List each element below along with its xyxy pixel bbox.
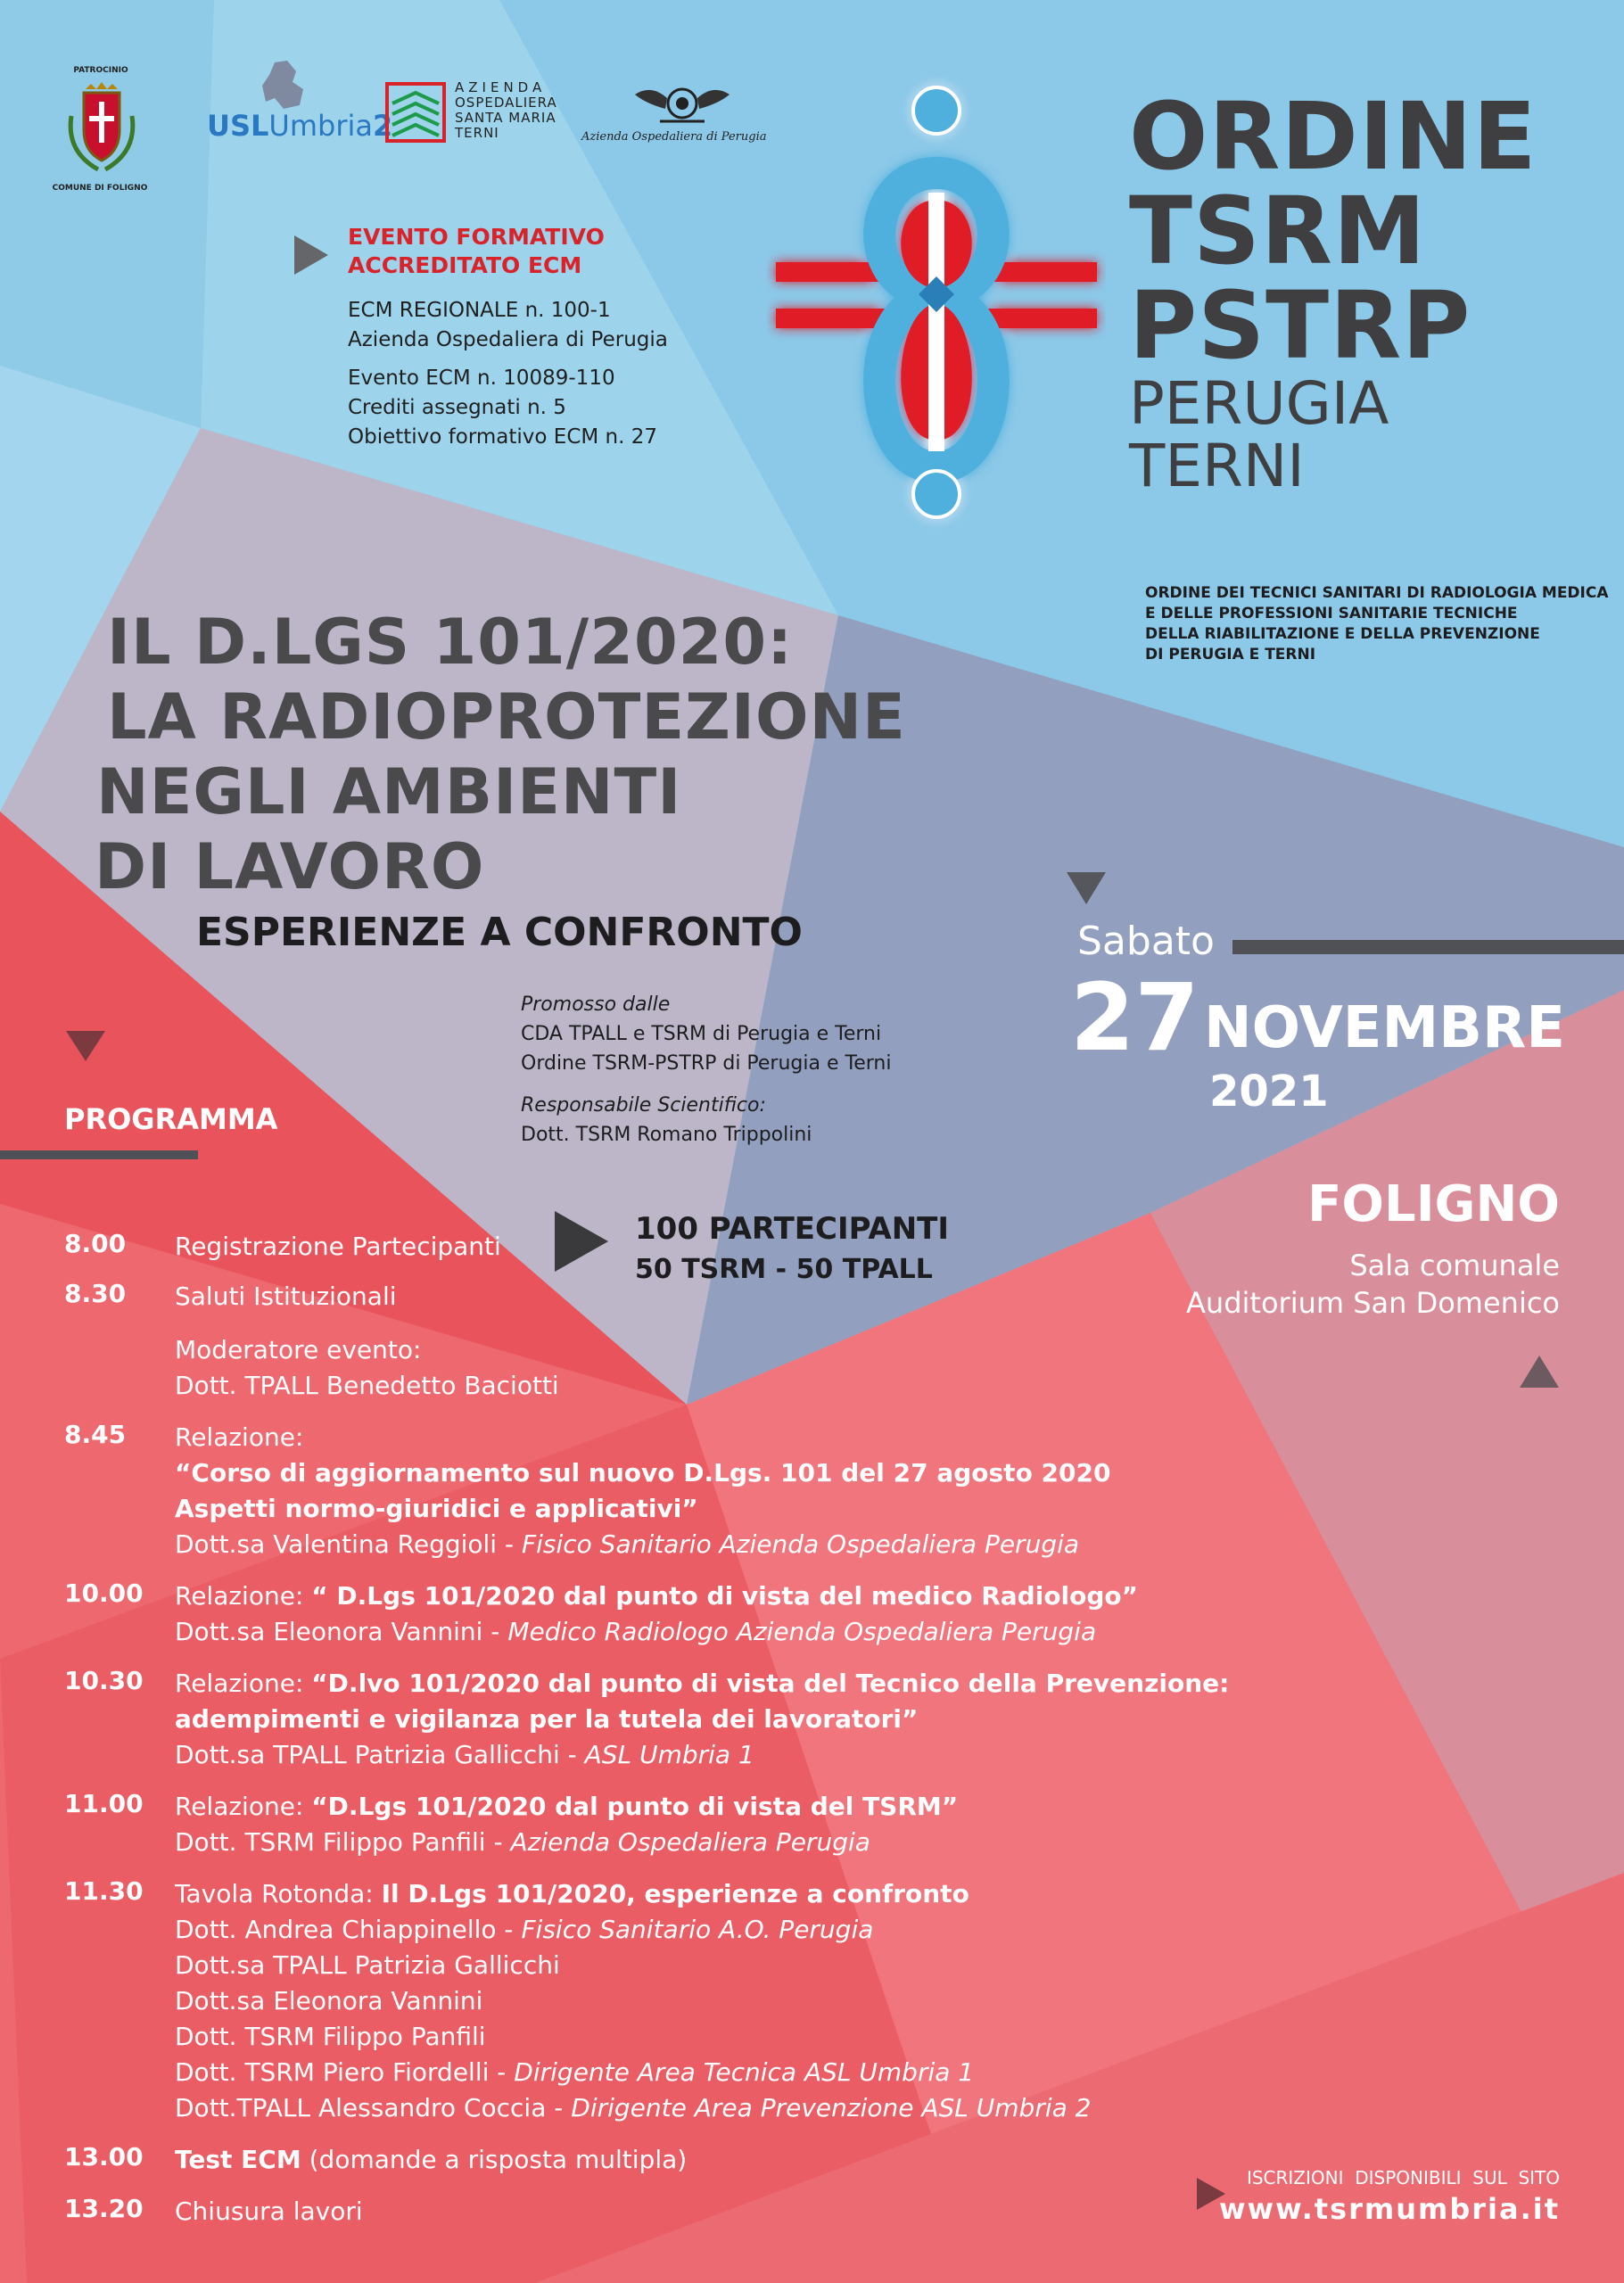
r1100-speaker: Dott. TSRM Filippo Panfili - Azienda Ospedaliera Perugia (175, 1827, 870, 1857)
org-title (1129, 82, 1537, 500)
participants-arrow-icon (555, 1211, 608, 1272)
moderatore-label: Moderatore evento: (175, 1335, 422, 1364)
footer-website-link[interactable]: www.tsrmumbria.it (1218, 2192, 1560, 2226)
item-registrazione: Registrazione Partecipanti (175, 1232, 501, 1261)
tavola-participant-4: Dott. TSRM Filippo Panfili (175, 2022, 486, 2051)
r1030-title-2: adempimenti e vigilanza per la tutela dei lavoratori” (175, 1704, 919, 1734)
responsabile-name: Dott. TSRM Romano Trippolini (521, 1124, 812, 1146)
promoters-label: Promosso dalle (521, 993, 671, 1016)
ecm-obiettivo: Obiettivo formativo ECM n. 27 (348, 425, 657, 449)
r845-label: Relazione: (175, 1422, 304, 1452)
r1030-title-1: Relazione: “D.lvo 101/2020 dal punto di vista del Tecnico della Prevenzione: (175, 1669, 1230, 1698)
org-title-ordine: ORDINE (1129, 82, 1537, 191)
time-830: 8.30 (64, 1279, 127, 1308)
time-1000: 10.00 (64, 1578, 144, 1608)
r1000-speaker: Dott.sa Eleonora Vannini - Medico Radiologo Azienda Ospedaliera Perugia (175, 1617, 1097, 1646)
main-subtitle: ESPERIENZE A CONFRONTO (196, 910, 803, 955)
moderatore-name: Dott. TPALL Benedetto Baciotti (175, 1371, 559, 1400)
promoter-cda: CDA TPALL e TSRM di Perugia e Terni (521, 1023, 882, 1045)
program-heading: PROGRAMMA (64, 1102, 278, 1136)
ecm-block (348, 223, 668, 452)
org-city-terni: TERNI (1129, 432, 1305, 500)
main-title-line-1: IL D.LGS 101/2020: (107, 606, 794, 679)
item-saluti: Saluti Istituzionali (175, 1282, 397, 1311)
ecm-arrow-icon (294, 235, 328, 275)
item-test-ecm: Test ECM (domande a risposta multipla) (175, 2145, 688, 2174)
time-1130: 11.30 (64, 1876, 144, 1906)
tavola-title: Tavola Rotonda: Il D.Lgs 101/2020, esperienze a confronto (175, 1879, 969, 1908)
org-title-pstrp: PSTRP (1129, 271, 1471, 380)
date-year: 2021 (1209, 1067, 1329, 1117)
main-title-line-3: NEGLI AMBIENTI (96, 755, 682, 828)
footer-iscrizioni: ISCRIZIONI DISPONIBILI SUL SITO (1246, 2167, 1560, 2188)
location-auditorium: Auditorium San Domenico (1186, 1286, 1560, 1320)
tavola-participant-3: Dott.sa Eleonora Vannini (175, 1986, 483, 2015)
date-divider (1232, 940, 1624, 954)
ecm-title-line-2: ACCREDITATO ECM (348, 252, 582, 278)
tavola-participant-2: Dott.sa TPALL Patrizia Gallicchi (175, 1950, 560, 1980)
aosmt-name: AZIENDA OSPEDALIERA SANTA MARIA TERNI (455, 79, 557, 141)
comune-foligno-crest-icon (59, 80, 144, 178)
tavola-participant-5: Dott. TSRM Piero Fiordelli - Dirigente Area Tecnica ASL Umbria 1 (175, 2057, 975, 2087)
r1030-speaker: Dott.sa TPALL Patrizia Gallicchi - ASL Umbria 1 (175, 1740, 754, 1769)
time-1100: 11.00 (64, 1789, 144, 1818)
org-title-tsrm: TSRM (1129, 177, 1427, 285)
main-title-line-2: LA RADIOPROTEZIONE (107, 680, 906, 754)
program-divider (0, 1150, 198, 1159)
aop-name: Azienda Ospedaliera di Perugia (581, 130, 767, 144)
time-845: 8.45 (64, 1420, 127, 1449)
org-city-perugia: PERUGIA (1129, 369, 1389, 438)
ecm-crediti: Crediti assegnati n. 5 (348, 396, 566, 419)
org-full-name: ORDINE DEI TECNICI SANITARI DI RADIOLOGIA MEDICA E DELLE PROFESSIONI SANITARIE TECNICHE DELLA RIABILITAZIONE E DELLA PREVENZIONE DI PERUGIA E TERNI (1145, 584, 1609, 663)
r1000-title: Relazione: “ D.Lgs 101/2020 dal punto di vista del medico Radiologo” (175, 1581, 1139, 1611)
ecm-evento-number: Evento ECM n. 10089-110 (348, 367, 615, 390)
usl-umbria-2-logo: USLUmbria2 (207, 109, 393, 143)
patrocinio-label: PATROCINIO (73, 66, 128, 75)
tavola-participant-1: Dott. Andrea Chiappinello - Fisico Sanitario A.O. Perugia (175, 1915, 874, 1944)
tavola-participant-6: Dott.TPALL Alessandro Coccia - Dirigente Area Prevenzione ASL Umbria 2 (175, 2093, 1092, 2122)
main-title-line-4: DI LAVORO (95, 830, 485, 903)
r845-speaker: Dott.sa Valentina Reggioli - Fisico Sanitario Azienda Ospedaliera Perugia (175, 1529, 1080, 1559)
location-city: FOLIGNO (1307, 1175, 1560, 1233)
location-arrow-icon (1520, 1356, 1559, 1388)
time-800: 8.00 (64, 1229, 127, 1258)
date-day: 27 (1070, 963, 1199, 1072)
ecm-regionale: ECM REGIONALE n. 100-1 (348, 299, 611, 322)
item-chiusura: Chiusura lavori (175, 2196, 363, 2226)
umbria-region-icon (257, 59, 310, 112)
ordine-tsrm-infinity-cross-icon (767, 75, 1106, 530)
promoters-block (521, 990, 891, 1150)
participants-total: 100 PARTECIPANTI (635, 1211, 950, 1247)
time-1320: 13.20 (64, 2194, 144, 2223)
time-1030: 10.30 (64, 1666, 144, 1695)
ecm-title-line-1: EVENTO FORMATIVO (348, 224, 605, 250)
participants-split: 50 TSRM - 50 TPALL (635, 1254, 933, 1285)
aosmt-logo-icon (385, 82, 446, 143)
location-sala: Sala comunale (1349, 1249, 1560, 1282)
date-day-name: Sabato (1077, 919, 1215, 964)
responsabile-label: Responsabile Scientifico: (521, 1094, 766, 1117)
date-month: NOVEMBRE (1204, 995, 1565, 1061)
ecm-azienda: Azienda Ospedaliera di Perugia (348, 328, 668, 351)
time-1300: 13.00 (64, 2142, 144, 2172)
r845-title-1: “Corso di aggiornamento sul nuovo D.Lgs. 101 del 27 agosto 2020 (175, 1458, 1111, 1488)
r1100-title: Relazione: “D.Lgs 101/2020 dal punto di vista del TSRM” (175, 1792, 959, 1821)
aop-griffin-emblem-icon (624, 78, 740, 128)
date-arrow-icon (1067, 872, 1106, 904)
comune-foligno-label: COMUNE DI FOLIGNO (52, 184, 148, 193)
program-arrow-icon (66, 1031, 105, 1061)
promoter-ordine: Ordine TSRM-PSTRP di Perugia e Terni (521, 1052, 892, 1075)
r845-title-2: Aspetti normo-giuridici e applicativi” (175, 1494, 698, 1523)
location-place (1186, 1247, 1560, 1322)
